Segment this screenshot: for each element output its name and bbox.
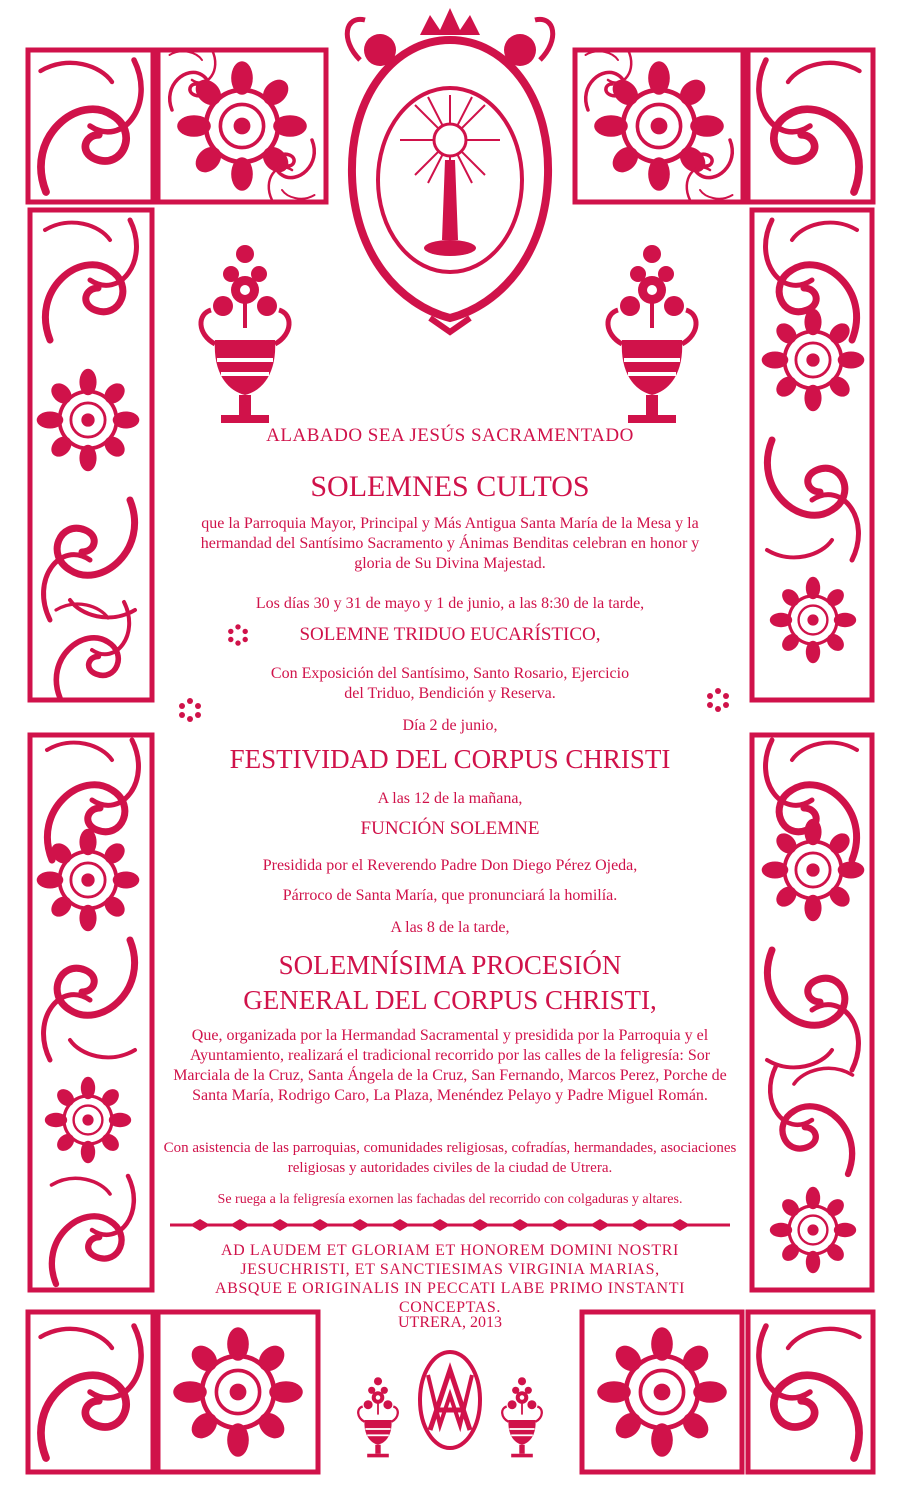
funcion-parroco: Párroco de Santa María, que pronunciará la homilía. (282, 887, 618, 904)
procesion-title-1: SOLEMNÍSIMA PROCESIÓN (278, 950, 622, 980)
intro-paragraph: que la Parroquia Mayor, Principal y Más Antigua Santa María de la Mesa y la hermandad del Santísimo Sacramento y Ánimas Benditas celebran en honor y gloria de Su Divina Majestad. (200, 515, 700, 572)
ornamental-divider (170, 1219, 730, 1231)
procesion-title-2: GENERAL DEL CORPUS CHRISTI, (243, 985, 657, 1015)
funcion-title: FUNCIÓN SOLEMNE (360, 818, 540, 839)
corpus-date: Día 2 de junio, (402, 717, 498, 734)
monstrance-emblem (347, 8, 552, 332)
funcion-preside: Presidida por el Reverendo Padre Don Diego Pérez Ojeda, (262, 857, 638, 874)
corpus-title: FESTIVIDAD DEL CORPUS CHRISTI (229, 744, 671, 774)
procesion-time: A las 8 de la tarde, (390, 919, 510, 936)
marian-monogram-emblem (420, 1352, 480, 1448)
invocation: ALABADO SEA JESÚS SACRAMENTADO (266, 425, 634, 446)
asistencia-paragraph: Con asistencia de las parroquias, comunidades religiosas, cofradías, hermandades, asociaciones religiosas y autoridades civiles de la ciudad de Utrera. (163, 1140, 737, 1176)
place-year: UTRERA, 2013 (398, 1314, 502, 1331)
title: SOLEMNES CULTOS (310, 470, 590, 503)
triduo-dates: Los días 30 y 31 de mayo y 1 de junio, a las 8:30 de la tarde, (255, 595, 645, 612)
ruego-line: Se ruega a la feligresía exornen las fachadas del recorrido con colgaduras y altares. (217, 1192, 683, 1207)
triduo-title: SOLEMNE TRIDUO EUCARÍSTICO, (299, 624, 601, 645)
triduo-description: Con Exposición del Santísimo, Santo Rosario, Ejercicio del Triduo, Bendición y Reserva. (270, 665, 630, 702)
funcion-time: A las 12 de la mañana, (377, 790, 523, 807)
procesion-description: Que, organizada por la Hermandad Sacramental y presidida por la Parroquia y el Ayuntamiento, realizará el tradicional recorrido por las calles de la feligresía: Sor Marciala de la Cruz, Santa Ángela de la Cruz, San Fernando, Marcos Perez, Porche de Santa María, Rodrigo Caro, La Plaza, Menéndez Pelayo y Padre Miguel Román. (173, 1027, 727, 1104)
latin-dedication: AD LAUDEM ET GLORIAM ET HONOREM DOMINI NOSTRI JESUCHRISTI, ET SANCTIESIMAS VIRGINIA MARIAS, ABSQUE E ORIGINALIS IN PECCATI LABE PRIMO INSTANTI CONCEPTAS. (214, 1242, 686, 1316)
